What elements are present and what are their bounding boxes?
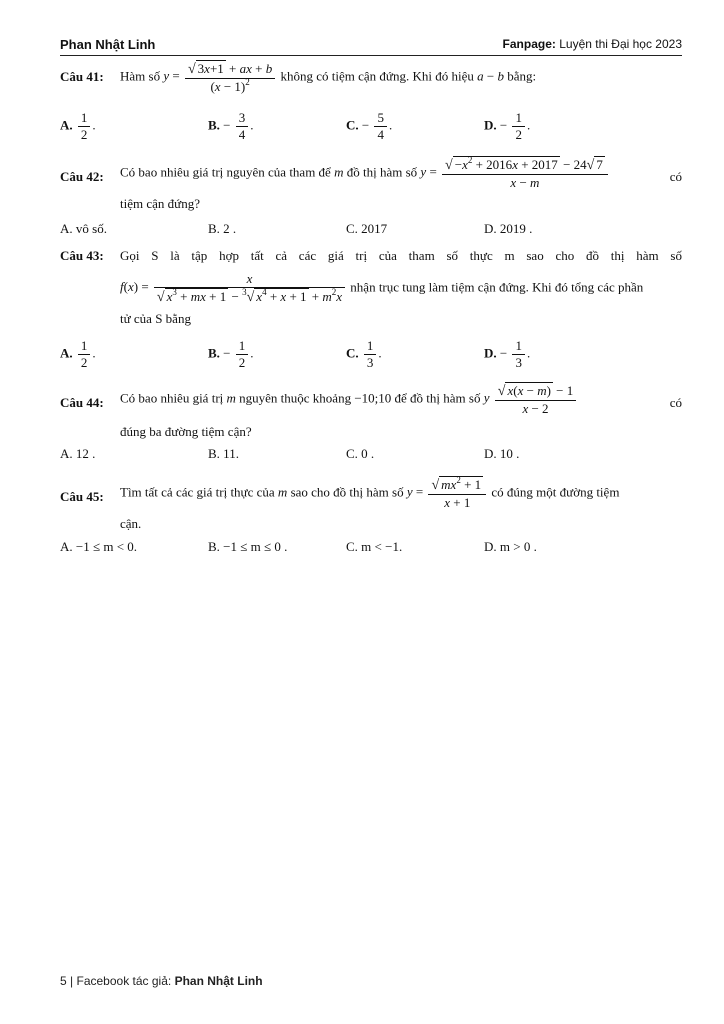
option-d[interactable]: D. 2019 . [484, 221, 533, 236]
stem-text: đúng ba đường tiệm cận? [120, 424, 252, 439]
header-author: Phan Nhật Linh [60, 37, 156, 52]
option-d[interactable]: D. 10 . [484, 446, 520, 461]
option-b[interactable]: B. 2 . [208, 221, 237, 236]
question-stem [120, 247, 682, 328]
question-number: Câu 42: [60, 169, 104, 184]
option-b[interactable]: B. 11. [208, 446, 239, 461]
stem-text: Tìm tất cả các giá trị thực của [120, 484, 275, 500]
header-fanpage-name: Luyện thi Đại học 2023 [559, 37, 682, 51]
stem-text: Có bao nhiêu giá trị nguyên của tham để [120, 164, 331, 180]
option-c[interactable]: C. − $\frac{5}{4}$ . [346, 110, 393, 142]
question-stem [120, 60, 682, 95]
option-b[interactable]: B. − $\frac{1}{2}$ . [208, 338, 254, 370]
formula: f(x) = $\frac{x}{√ x^3 + mx + 1 - ^3√ x^4 + x + 1 + m^2x}$ [120, 279, 350, 294]
stem-text: có [669, 395, 682, 410]
option-d[interactable]: D. − $\frac{1}{2}$ . [484, 110, 531, 142]
option-d[interactable]: D. m > 0 . [484, 539, 537, 554]
stem-text: cận. [120, 516, 142, 531]
question-stem: Tìm tất cả các giá trị thực của m sao cho đồ thị hàm số y = $\frac{√ mx^2 + 1}{x + 1}$ có đúng một đường tiệm cận. [120, 476, 682, 533]
footer-separator: | [70, 974, 74, 988]
option-c[interactable]: C. m < −1. [346, 539, 403, 554]
question-number: Câu 43: [60, 248, 104, 263]
option-b[interactable]: B. − $\frac{3}{4}$ . [208, 110, 254, 142]
footer-author: Phan Nhật Linh [174, 974, 263, 988]
page-number: 5 [60, 974, 67, 988]
formula: y = $\frac{√ mx^2 + 1}{x + 1}$ [407, 484, 492, 499]
stem-text: có đúng một đường tiệm [491, 484, 620, 500]
stem-text: sao cho đồ thị hàm số [290, 484, 404, 500]
option-d[interactable]: D. − $\frac{1}{3}$ . [484, 338, 531, 370]
stem-text: tử của S bằng [120, 311, 191, 326]
formula: y $\frac{√ x(x - m) - 1}{x - 2}$ [484, 390, 579, 405]
option-b[interactable]: B. −1 ≤ m ≤ 0 . [208, 539, 288, 554]
stem-text: có [669, 169, 682, 184]
formula: y = $\frac{√ -x^2 + 2016x + 2017 - 24√ 7}{x - m}$ [420, 164, 609, 179]
interval: −10;10 [354, 390, 392, 406]
question-stem: Có bao nhiêu giá trị m nguyên thuộc khoảng −10;10 để đồ thị hàm số y $\frac{√ x(x - m) - 1}{x - 2}$ có đúng ba đường tiệm cận? [120, 383, 682, 439]
question-number: Câu 45: [60, 489, 104, 504]
stem-text: bằng: [507, 68, 537, 84]
stem-text: Có bao nhiêu giá trị [120, 390, 224, 406]
question-stem: Có bao nhiêu giá trị nguyên của tham để m đồ thị hàm số y = $\frac{√ -x^2 + 2016x + 2017 - 24√ 7}{x - m}$ có tiệm cận đứng? [120, 155, 682, 211]
option-c[interactable]: C. 0 . [346, 446, 375, 461]
page-footer [60, 974, 263, 988]
option-a[interactable]: A. 12 . [60, 446, 96, 461]
option-c[interactable]: C. 2017 [346, 221, 388, 236]
option-c[interactable]: C. $\frac{1}{3}$ . [346, 338, 382, 370]
header-fanpage-label: Fanpage: [502, 37, 556, 51]
stem-text: không có tiệm cận đứng. Khi đó hiệu [280, 68, 474, 84]
option-a[interactable]: A. −1 ≤ m < 0. [60, 539, 138, 554]
question-number: Câu 41: [60, 69, 104, 84]
question-number: Câu 44: [60, 395, 104, 410]
option-a[interactable]: A. $\frac{1}{2}$ . [60, 110, 96, 142]
stem-text: tiệm cận đứng? [120, 196, 200, 211]
footer-label: Facebook tác giả: [76, 974, 172, 988]
header-fanpage [503, 37, 682, 51]
option-a[interactable]: A. vô số. [60, 221, 107, 236]
stem-text: để đồ thị hàm số [394, 390, 481, 406]
formula: a − b [477, 68, 504, 84]
formula: y = $\frac{√ 3x+1 + ax + b}{(x - 1)^2}$ [163, 68, 280, 83]
page-header [60, 36, 682, 56]
option-a[interactable]: A. $\frac{1}{2}$ . [60, 338, 96, 370]
stem-text: Hàm số [120, 68, 161, 84]
stem-text: nhận trục tung làm tiệm cận đứng. Khi đó tổng các phần [350, 279, 644, 295]
stem-text: Gọi S là tập hợp tất cả các giá trị của tham số thực m sao cho đồ thị hàm số [120, 248, 682, 263]
stem-text: nguyên thuộc khoảng [239, 390, 352, 406]
stem-text: đồ thị hàm số [346, 164, 418, 180]
